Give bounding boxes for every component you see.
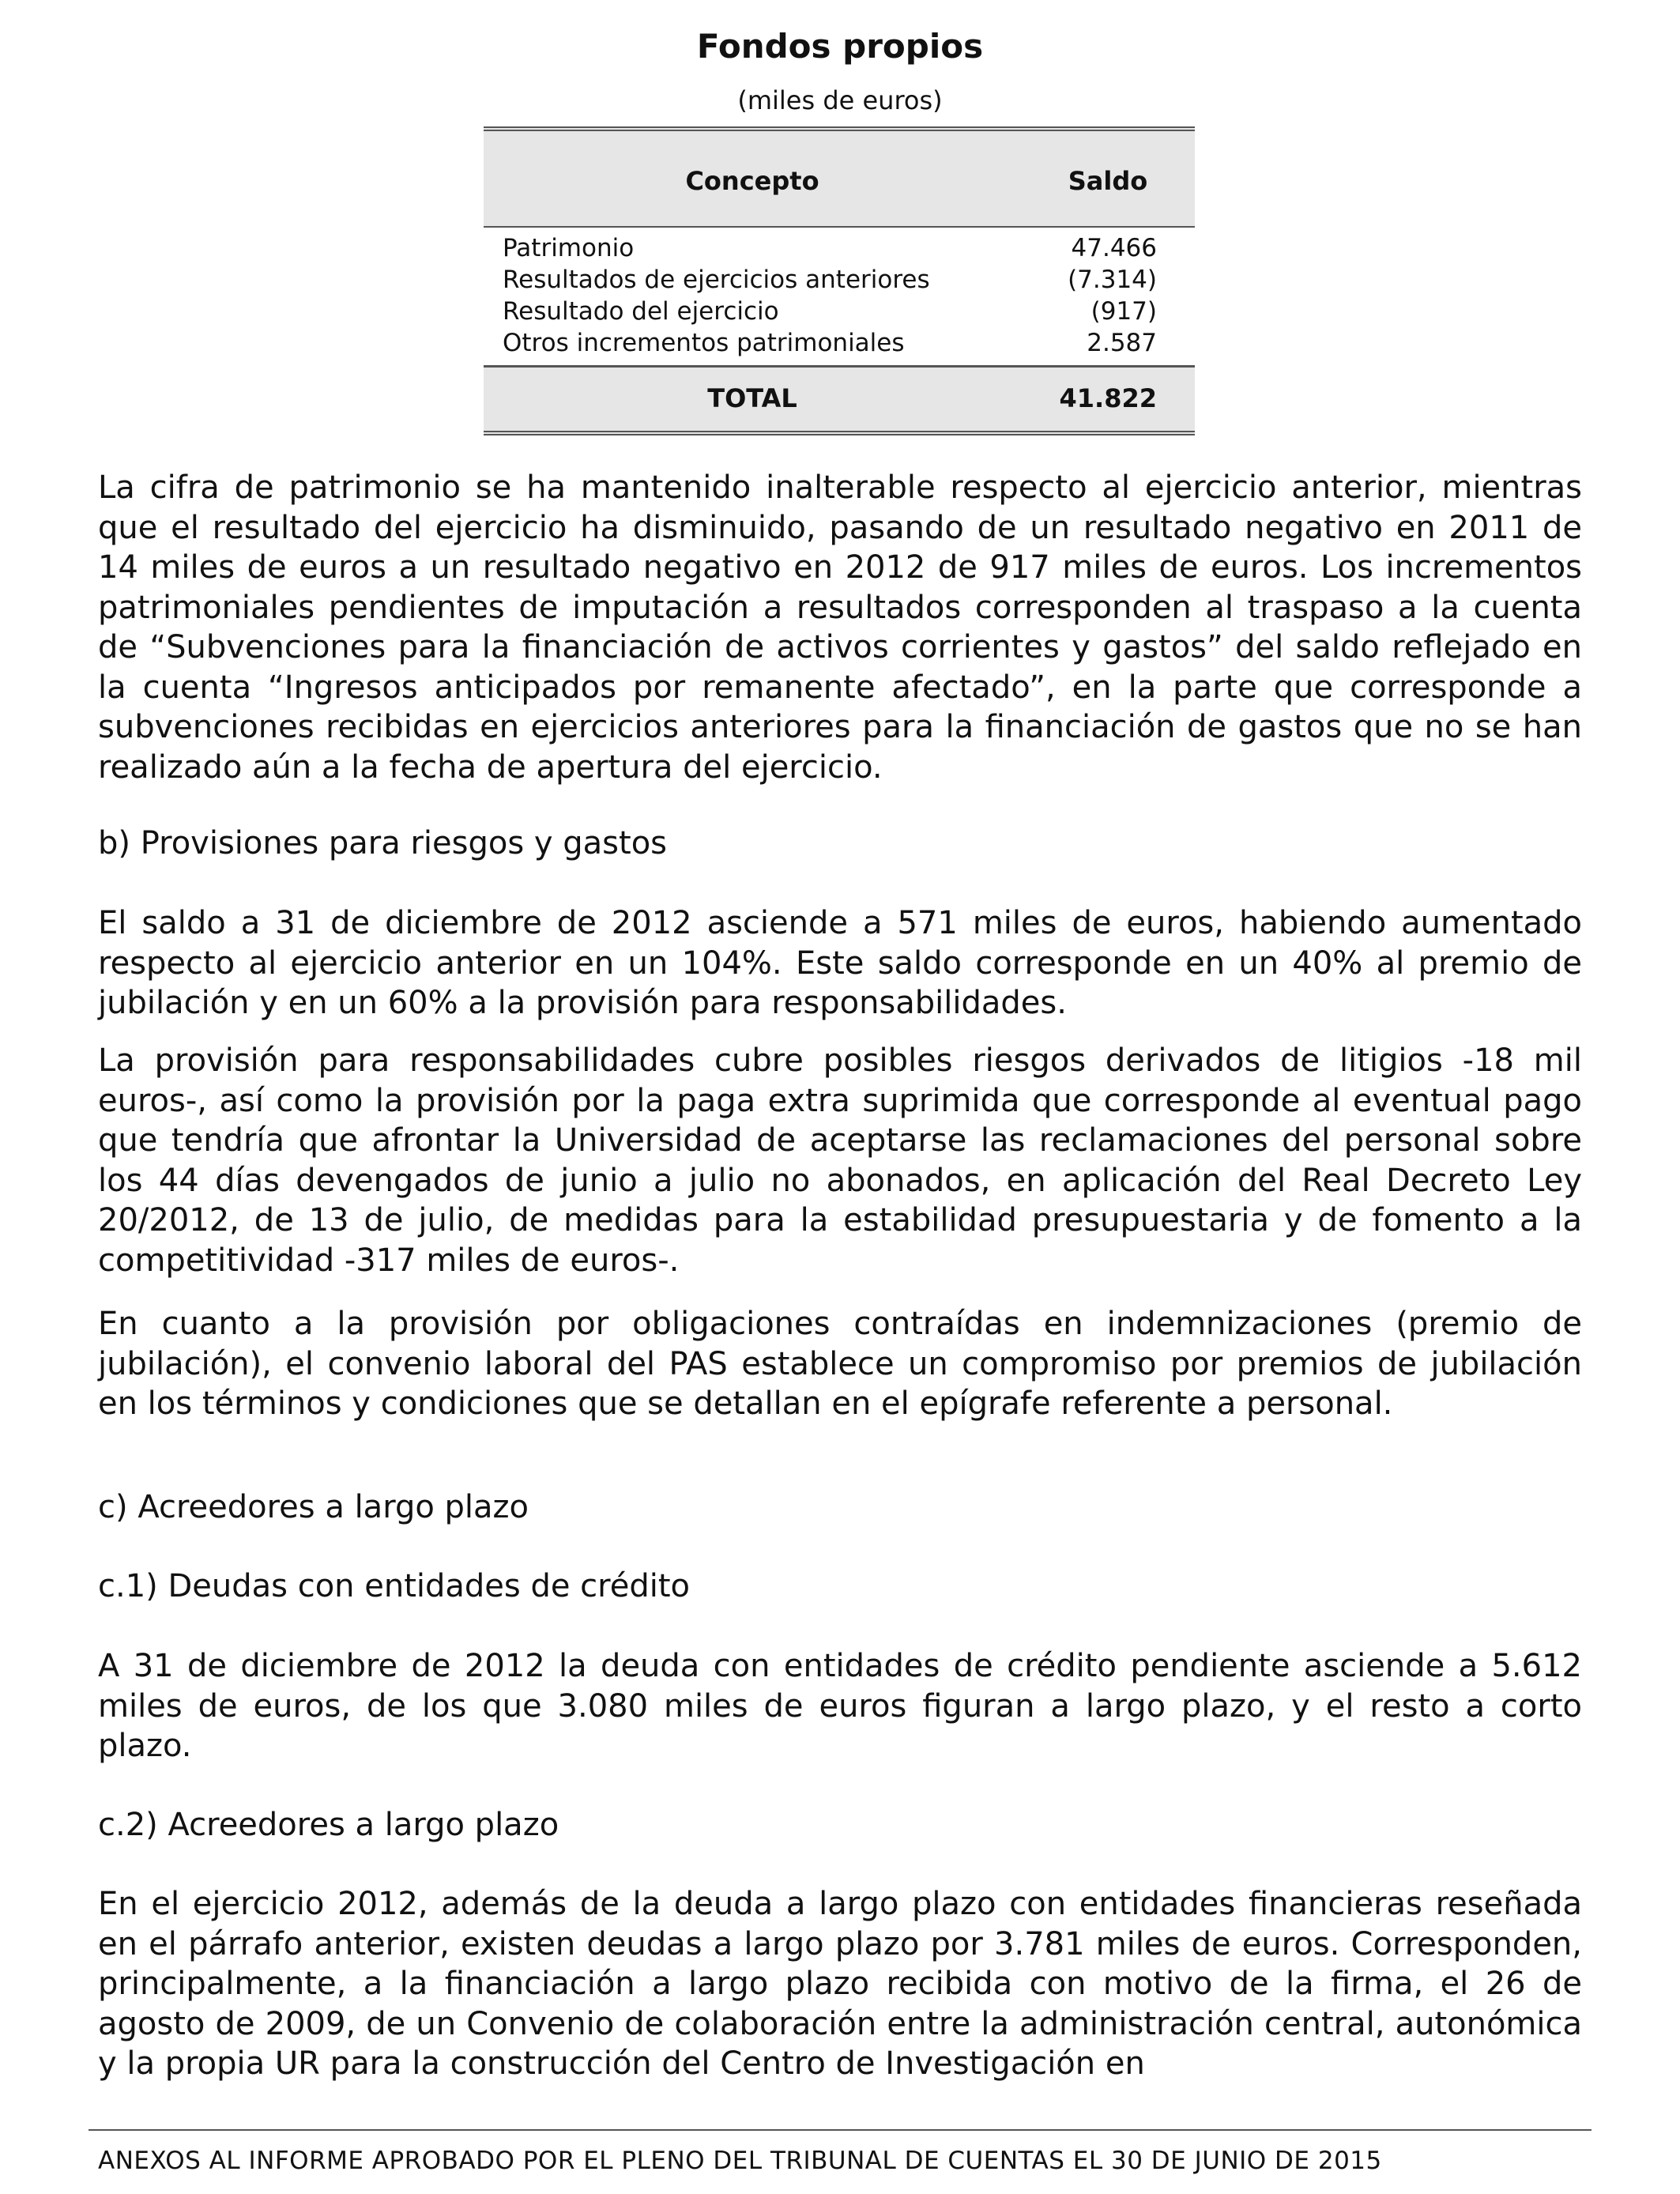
paragraph-deudas-largo-plazo: En el ejercicio 2012, además de la deuda a largo plazo con entidades financieras reseñada en el párrafo anterior, existen deudas a largo plazo por 3.781 miles de euros. Corresponden, principalmente, a la financiación a largo plazo recibida con motivo de la firma, el 26 de agosto de 2009, de un Convenio de colaboración entre la administración central, autonómica y la propia UR para la construcción del Centro de Investigación en	[98, 1886, 1582, 2082]
paragraph-patrimonio: La cifra de patrimonio se ha mantenido inalterable respecto al ejercicio anterior, mientras que el resultado del ejercicio ha disminuido, pasando de un resultado negativo en 2011 de 14 miles de euros a un resultado negativo en 2012 de 917 miles de euros. Los incrementos patrimoniales pendientes de imputación a resultados corresponden al traspaso a la cuenta de “Subvenciones para la financiación de activos corrientes y gastos” del saldo reflejado en la cuenta “Ingresos anticipados por remanente afectado”, en la parte que corresponde a subvenciones recibidas en ejercicios anteriores para la financiación de gastos que no se han realizado aún a la fecha de apertura del ejercicio.	[98, 469, 1582, 786]
heading-acreedores-largo-plazo: c.2) Acreedores a largo plazo	[98, 1807, 559, 1843]
table-row	[484, 264, 1195, 296]
row-saldo: (7.314)	[1068, 266, 1157, 294]
table-total-row	[484, 365, 1195, 435]
total-label: TOTAL	[707, 383, 797, 413]
paragraph-deuda-credito: A 31 de diciembre de 2012 la deuda con entidades de crédito pendiente asciende a 5.612 miles de euros, de los que 3.080 miles de euros figuran a largo plazo, y el resto a corto plazo.	[98, 1648, 1582, 1764]
header-saldo: Saldo	[1068, 166, 1148, 196]
table-row	[484, 296, 1195, 327]
table-subtitle: (miles de euros)	[737, 85, 943, 115]
table-row	[484, 327, 1195, 359]
paragraph-saldo-provisiones: El saldo a 31 de diciembre de 2012 asciende a 571 miles de euros, habiendo aumentado respecto al ejercicio anterior en un 104%. Este saldo corresponde en un 40% al premio de jubilación y en un 60% a la provisión para responsabilidades.	[98, 905, 1582, 1021]
header-concepto: Concepto	[685, 166, 819, 196]
table-body	[484, 228, 1195, 365]
footer-divider	[89, 2129, 1591, 2131]
table-title: Fondos propios	[696, 27, 984, 66]
table-row	[484, 232, 1195, 264]
row-saldo: 2.587	[1087, 329, 1157, 357]
row-saldo: (917)	[1090, 297, 1157, 326]
row-concepto: Patrimonio	[503, 234, 635, 262]
fondos-propios-table	[484, 126, 1195, 435]
paragraph-premio-jubilacion: En cuanto a la provisión por obligaciones contraídas en indemnizaciones (premio de jubilación), el convenio laboral del PAS establece un compromiso por premios de jubilación en los términos y condiciones que se detallan en el epígrafe referente a personal.	[98, 1306, 1582, 1422]
heading-acreedores: c) Acreedores a largo plazo	[98, 1489, 529, 1525]
row-concepto: Otros incrementos patrimoniales	[503, 329, 905, 357]
total-value: 41.822	[1059, 383, 1157, 413]
table-header	[484, 126, 1195, 228]
paragraph-provision-responsabilidades: La provisión para responsabilidades cubre posibles riesgos derivados de litigios -18 mil euros-, así como la provisión por la paga extra suprimida que corresponde al eventual pago que tendría que afrontar la Universidad de aceptarse las reclamaciones del personal sobre los 44 días devengados de junio a julio no abonados, en aplicación del Real Decreto Ley 20/2012, de 13 de julio, de medidas para la estabilidad presupuestaria y de fomento a la competitividad -317 miles de euros-.	[98, 1042, 1582, 1279]
row-saldo: 47.466	[1071, 234, 1157, 262]
heading-deudas-credito: c.1) Deudas con entidades de crédito	[98, 1568, 690, 1604]
row-concepto: Resultado del ejercicio	[503, 297, 779, 326]
row-concepto: Resultados de ejercicios anteriores	[503, 266, 930, 294]
heading-provisiones: b) Provisiones para riesgos y gastos	[98, 825, 668, 861]
footer-text: ANEXOS AL INFORME APROBADO POR EL PLENO DEL TRIBUNAL DE CUENTAS EL 30 DE JUNIO DE 2015	[98, 2147, 1382, 2175]
